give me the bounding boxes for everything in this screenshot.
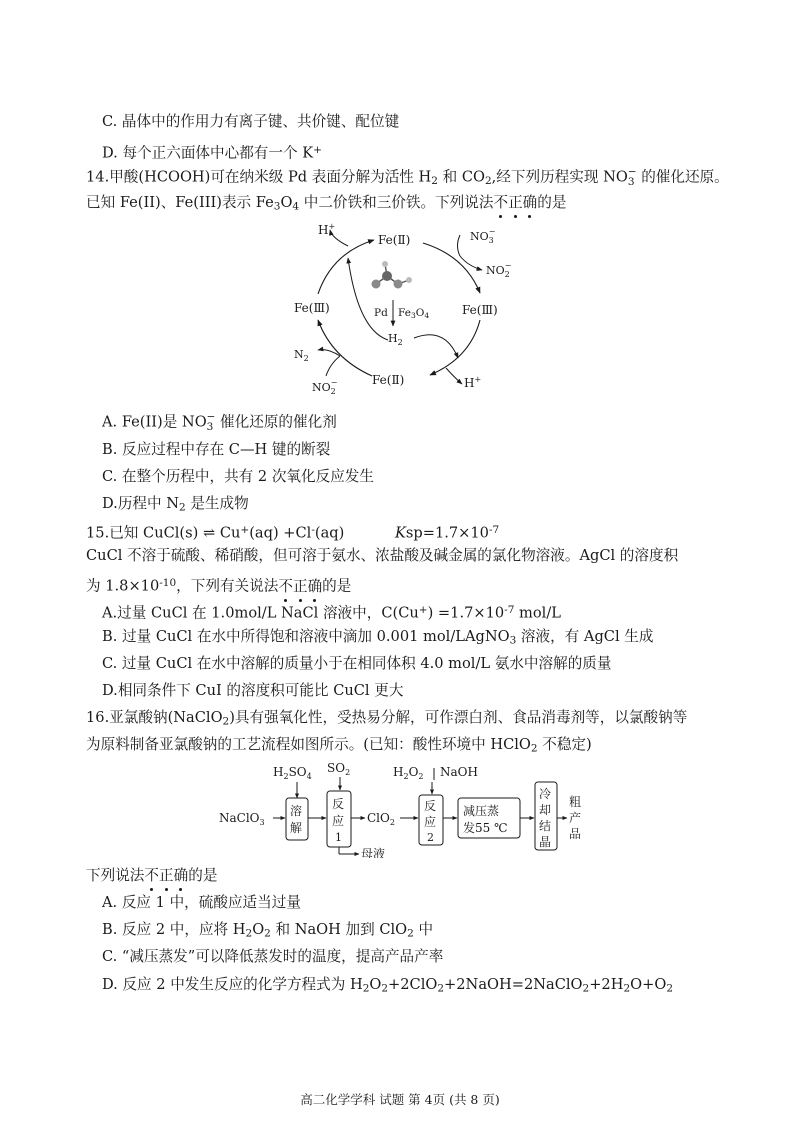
q15-stem-line3: 为 $1.8\times 10^{-10}$，下列有关说法不正确的是 bbox=[86, 577, 352, 595]
svg-text:1: 1 bbox=[335, 831, 342, 844]
arrow-no2-in-left bbox=[326, 356, 340, 376]
q16-stem-line3: 下列说法不正确的是 bbox=[86, 867, 218, 884]
catalytic-cycle-diagram bbox=[290, 218, 540, 400]
so2-label: $SO_2$ bbox=[327, 761, 351, 777]
q15-option-d: D.相同条件下 CuI 的溶度积可能比 CuCl 更大 bbox=[102, 682, 404, 699]
svg-text:发55 ℃: 发55 ℃ bbox=[463, 821, 508, 835]
q14-option-b: B. 反应过程中存在 C—H 键的断裂 bbox=[102, 441, 331, 458]
cycle-arc-top-left bbox=[318, 240, 374, 294]
arrow-no3-in bbox=[458, 235, 461, 256]
fe3o4-label: Fe3O4 bbox=[398, 307, 430, 320]
q14-option-d: D.历程中 $N_2$ 是生成物 bbox=[102, 495, 249, 514]
q15-option-a: A.过量 CuCl 在 1.0mol/L NaCl 溶液中，$C(Cu^+) =1.7\times 10^{-7}$ mol/L bbox=[102, 604, 561, 622]
svg-text:结: 结 bbox=[539, 819, 552, 833]
no3-label: $NO_3-$ bbox=[470, 227, 496, 245]
svg-text:反: 反 bbox=[424, 799, 437, 813]
svg-text:2: 2 bbox=[427, 831, 434, 844]
h2o2-label: $H_2O_2$ bbox=[393, 765, 424, 781]
h2so4-label: $H_2SO_4$ bbox=[273, 765, 312, 781]
q14-stem-line2: 已知 Fe(II)、Fe(III)表示 $Fe_3O_4$ 中二价铁和三价铁。下列说法不正确的是 bbox=[86, 194, 567, 213]
q15-ksp: $Ksp=1.7\times 10^{-7}$ bbox=[395, 524, 500, 542]
q16-option-a: A. 反应 1 中，硫酸应适当过量 bbox=[102, 894, 301, 911]
mother-liquor-label: 母液 bbox=[361, 847, 386, 858]
process-flow-diagram bbox=[215, 760, 585, 858]
svg-text:解: 解 bbox=[290, 821, 303, 835]
clo2-label: ClO$_2$ bbox=[367, 811, 395, 827]
svg-text:却: 却 bbox=[539, 803, 552, 817]
svg-text:减压蒸: 减压蒸 bbox=[463, 804, 500, 818]
q16-option-d: D. 反应 2 中发生反应的化学方程式为 $H_2O_2+2ClO_2+2NaOH=2NaClO_2+2H_2O+O_2$ bbox=[102, 976, 673, 995]
cycle-arc-top-right bbox=[423, 243, 480, 293]
q15-stem-line2: CuCl 不溶于硫酸、稀硝酸，但可溶于氨水、浓盐酸及碱金属的氯化物溶液。AgCl 的溶度积 bbox=[86, 547, 679, 564]
svg-text:应: 应 bbox=[424, 815, 437, 829]
naclo3-label: NaClO$_3$ bbox=[219, 811, 265, 827]
q15-option-b: B. 过量 CuCl 在水中所得饱和溶液中滴加 0.001 mol/LAgNO$_3$ 溶液，有 AgCl 生成 bbox=[102, 628, 654, 647]
naoh-label: NaOH bbox=[440, 765, 478, 779]
svg-text:溶: 溶 bbox=[290, 804, 303, 818]
q16-stem-line1: 16.亚氯酸钠(NaClO$_2$)具有强氧化性，受热易分解，可作漂白剂、食品消毒剂等，以氯酸钠等 bbox=[86, 709, 688, 728]
q14-option-a: A. Fe(II)是 NO − 3 催化还原的催化剂 bbox=[102, 411, 337, 433]
q16-option-c: C. “减压蒸发”可以降低蒸发时的温度，提高产品产率 bbox=[102, 948, 444, 965]
page-footer: 高二化学学科 试题 第 4页 (共 8 页) bbox=[300, 1092, 500, 1107]
cycle-arc-bottom-right bbox=[430, 320, 480, 375]
q13-option-d: D. 每个正六面体中心都有一个 K+ bbox=[102, 144, 322, 162]
fe2-bottom-label: Fe(Ⅱ) bbox=[372, 373, 405, 387]
q14-option-c: C. 在整个历程中，共有 2 次氧化反应发生 bbox=[102, 468, 374, 485]
h2-label: $H_2$ bbox=[388, 332, 403, 347]
crude-product-label: 粗 bbox=[569, 795, 582, 809]
pd-label: Pd bbox=[374, 307, 388, 319]
no2-top-label: $NO_2-$ bbox=[486, 261, 512, 279]
arrow-h-plus-top bbox=[330, 230, 348, 246]
fe2-top-label: Fe(Ⅱ) bbox=[378, 233, 411, 247]
h-plus-top-label: H+ bbox=[318, 222, 336, 237]
no2-bottom-label: $NO_2-$ bbox=[312, 378, 338, 396]
formic-acid-molecule-icon bbox=[372, 261, 413, 289]
fe3-left-label: Fe(Ⅲ) bbox=[294, 301, 330, 315]
q16-stem-line2: 为原料制备亚氯酸钠的工艺流程如图所示。(已知：酸性环境中 HClO$_2$ 不稳定) bbox=[86, 736, 592, 755]
svg-text:反: 反 bbox=[332, 797, 345, 811]
svg-text:冷: 冷 bbox=[539, 787, 552, 801]
cycle-arc-bottom-left bbox=[318, 320, 372, 376]
fe3-right-label: Fe(Ⅲ) bbox=[462, 303, 498, 317]
arrow-no2-out bbox=[460, 256, 482, 270]
svg-text:晶: 晶 bbox=[539, 835, 552, 849]
q15-option-c: C. 过量 CuCl 在水中溶解的质量小于在相同体积 4.0 mol/L 氨水中溶解的质量 bbox=[102, 655, 612, 672]
svg-text:品: 品 bbox=[569, 827, 582, 841]
q15-stem-line1: 15.已知 CuCl(s) ⇌ Cu+(aq) +Cl-(aq) bbox=[86, 524, 345, 542]
svg-text:应: 应 bbox=[332, 814, 345, 828]
arrow-h2-to-left bbox=[348, 258, 388, 340]
arrow-h2-to-right bbox=[414, 335, 458, 358]
q16-option-b: B. 反应 2 中，应将 $H_2O_2$ 和 NaOH 加到 ClO$_2$ 中 bbox=[102, 921, 434, 940]
n2-label: $N_2$ bbox=[294, 348, 309, 363]
arrow-h-plus-bottom bbox=[446, 368, 462, 384]
svg-text:产: 产 bbox=[569, 811, 582, 825]
h-plus-bottom-label: H+ bbox=[464, 375, 482, 390]
q14-stem-line1: 14.甲酸(HCOOH)可在纳米级 Pd 表面分解为活性 $H_2$ 和 $CO_2$,经下列历程实现 NO − 3 的催化还原。 bbox=[86, 166, 729, 188]
q13-option-c: C. 晶体中的作用力有离子键、共价键、配位键 bbox=[102, 113, 400, 130]
